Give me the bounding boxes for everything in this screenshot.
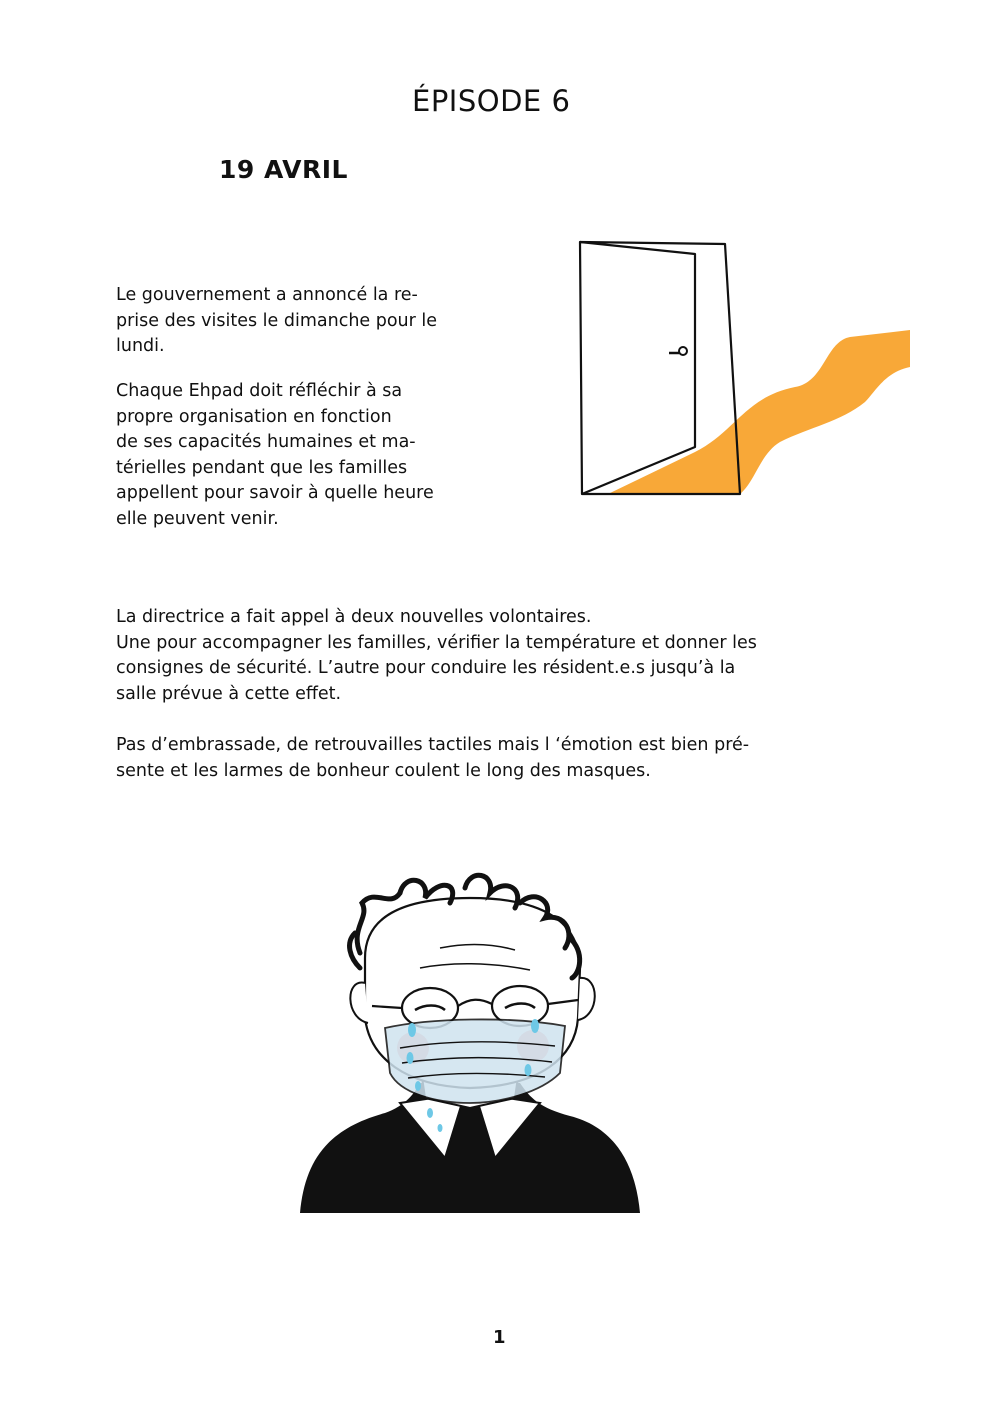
text-line: elle peuvent venir. (116, 508, 279, 529)
paragraph-volunteers (116, 605, 757, 707)
text-line: prise des visites le dimanche pour le (116, 310, 438, 331)
door-handle-icon (679, 347, 687, 355)
episode-title: ÉPISODE 6 (412, 84, 571, 118)
episode-date: 19 AVRIL (219, 155, 348, 184)
text-line: propre organisation en fonction (116, 406, 392, 427)
text-line: sente et les larmes de bonheur coulent le long des masques. (116, 760, 651, 781)
open-door-illustration (570, 232, 915, 502)
paragraph-ehpad-organisation (116, 379, 434, 532)
left-ear (350, 983, 368, 1023)
text-line: lundi. (116, 336, 165, 356)
text-line: Chaque Ehpad doit réfléchir à sa (116, 381, 403, 401)
text-line: térielles pendant que les familles (116, 457, 408, 478)
text-line: Une pour accompagner les familles, vérifier la température et donner les (116, 632, 757, 653)
text-line: consignes de sécurité. L’autre pour conduire les résident.e.s jusqu’à la (116, 658, 736, 678)
masked-man-portrait-illustration (290, 858, 650, 1218)
text-line: salle prévue à cette effet. (116, 683, 342, 704)
door-panel-line (580, 242, 695, 494)
right-ear (578, 978, 595, 1020)
paragraph-reopening-visits (116, 283, 437, 360)
text-line: Le gouvernement a annoncé la re- (116, 285, 418, 305)
text-line: appellent pour savoir à quelle heure (116, 483, 434, 503)
text-line: de ses capacités humaines et ma- (116, 432, 416, 452)
page-number: 1 (493, 1327, 506, 1348)
text-line: La directrice a fait appel à deux nouvelles volontaires. (116, 607, 592, 627)
text-line: Pas d’embrassade, de retrouvailles tactiles mais l ‘émotion est bien pré- (116, 735, 750, 755)
light-beam-shape (608, 330, 910, 494)
paragraph-emotion (116, 733, 749, 784)
